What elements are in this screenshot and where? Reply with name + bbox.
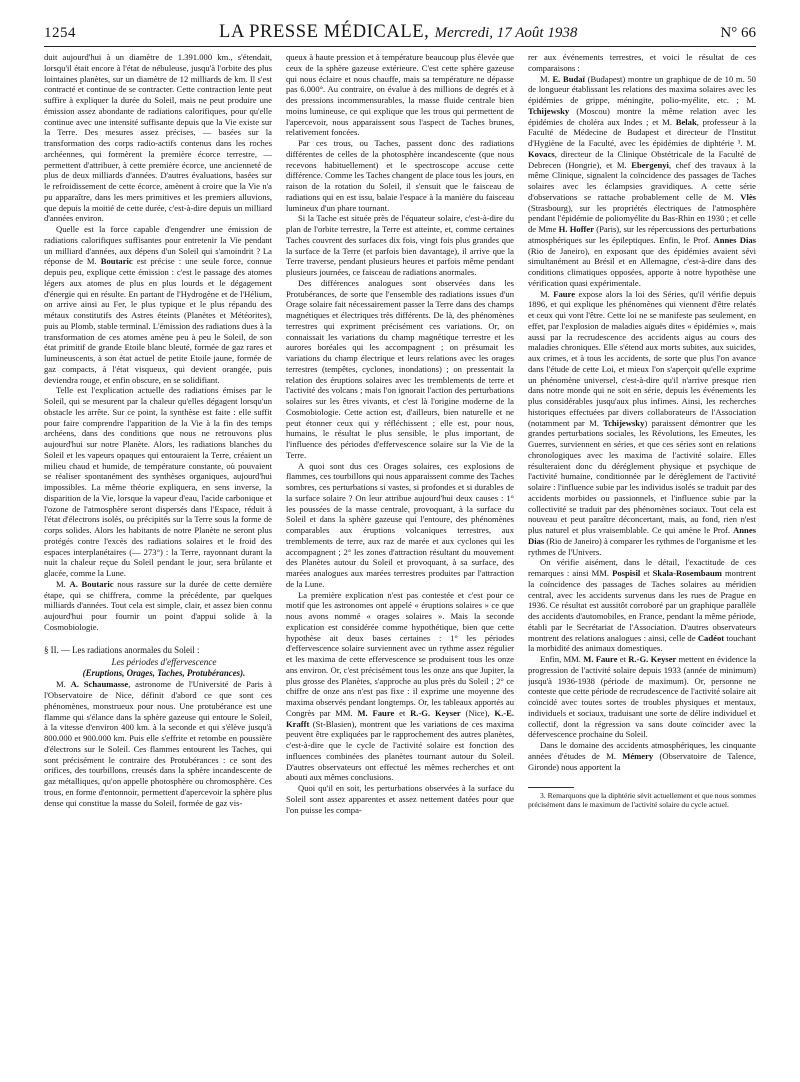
author-name: Boutaric (100, 256, 133, 267)
author-name: Tchijewsky (603, 417, 645, 428)
issue-date: Mercredi, 17 Août 1938 (434, 25, 578, 41)
author-name: Cadéot (697, 632, 725, 643)
author-name: Mémery (622, 750, 654, 761)
author-name: M. Faure (357, 707, 395, 718)
column-2 (286, 52, 514, 1078)
paragraph: M. Faure expose alors la loi des Séries, qu'il vérifie depuis 1896, et qui explique les phénomènes qui viennent d'être relatés et ceux qui vont l'être. Cette loi ne se manifeste pas seulement, en effet, par l'explosion de maladies aiguës dites « épidémies », mais aussi par la recrudescence des accidents aigus au cours des maladies chroniques. Elle s'étend aux morts subites, aux suicides, aux crimes, et à tous les accidents, de sorte que plus l'on avance dans l'étude de cette Loi, et mieux l'on s'aperçoit qu'elle exprime un phénomène universel, c'est-à-dire qu'il n'arrive presque rien dans notre monde qui ne soit en série, depuis les événements les plus considérables jusqu'aux plus infimes. Ainsi, les recherches historiques effectuées par divers collaborateurs de l'Association (notamment par M. Tchijewsky) paraissent démontrer que les grandes perturbations sociales, les Révolutions, les Emeutes, les Guerres, surviennent en séries, et que ces séries sont en relations chronologiques avec les maxima de l'activité solaire. Elles résulteraient donc du déréglement physique et psychique de l'activité humaine, conditionnée par le dérèglement de l'activité solaire : l'influence subie par les individus isolés se traduit par des accidents morbides ou passionnels, et l'influence subie par la collectivité se traduit par des phénomènes sociaux. Tout cela est nouveau et peut paraître déconcertant, mais, au fond, rien n'est plus naturel et plus vraisemblable. Ce qui amène le Prof. Annes Dias (Rio de Janeiro) à comparer les rythmes de l'organisme et les rythmes de l'Univers. (528, 288, 756, 557)
column-3 (528, 52, 756, 1078)
author-name: Vlès (740, 191, 756, 202)
author-name: Belak (675, 116, 697, 127)
section-subtitle-detail: (Eruptions, Orages, Taches, Protubérances). (82, 668, 246, 679)
author-name: K.-E. Krafft (286, 707, 514, 729)
paragraph: M. A. Boutaric nous rassure sur la durée de cette dernière étape, qui se chiffrera, comme la précédente, par quelques milliards d'années. Tout cela est simple, clair, et assez bien connu aujourd'hui pour fournir un point d'appui solide à la Cosmobiologie. (44, 578, 272, 632)
paragraph: Par ces trous, ou Taches, passent donc des radiations différentes de celles de la photosphère incandescente (que nous recevons habituellement) et le spectroscope accuse cette différence. Comme les Taches changent de place tous les jours, en raison de la rotation du Soleil, il s'ensuit que le faisceau de radiations qui en est issu, balaie l'espace à la manière du faisceau lumineux d'un phare tournant. (286, 138, 514, 213)
author-name: E. Budaï (552, 73, 585, 84)
paragraph: duit aujourd'hui à un diamètre de 1.391.000 km., s'étendait, lorsqu'il était encore à l'état de nébuleuse, jusqu'à l'orbite des plus lointaines planètes, sur un diamètre de 12 milliards de km. Il s'est contracté et continue de se contracter. Cette contraction lente peut suffire à expliquer la durée du Soleil, mais ne peut produire une émission assez abondante de radiations calorifiques, pour qu'elle continue avec une intensité suffisante depuis que la Vie existe sur la Terre. Des mesures assez précises, — basées sur la transformation des corps radio-actifs contenus dans les roches archéennes, qui formèrent la première écorce terrestre, — permettent d'attribuer, à cette première écorce, une ancienneté de plus de deux milliards d'années. D'autres évaluations, basées sur le refroidissement de cette écorce, amènent à croire que la Vie n'a pu apparaître, dans les mers primitives et les premiers alluvions, que depuis la moitié de cette durée, c'est-à-dire depuis un milliard d'années environ. (44, 52, 272, 224)
paragraph: Si la Tache est située près de l'équateur solaire, c'est-à-dire du plan de l'orbite terrestre, la Terre est atteinte, et, comme certaines Taches couvrent des surfaces dix fois, vingt fois plus grandes que la surface de la Terre (et parfois bien davantage), il arrive que la Terre traverse, pendant plusieurs heures et parfois même pendant plusieurs journées, ce faisceau de radiations anormales. (286, 213, 514, 277)
paragraph: Quelle est la force capable d'engendrer une émission de radiations calorifiques suffisantes pour entretenir la Vie pendant un milliard d'années, aux dépens d'un Soleil qui s'amoindrit ? La réponse de M. Boutaric est précise : une seule force, connue depuis peu, explique cette émission : c'est le passage des atomes légers aux atomes de plus en plus lourds et le dégagement d'énergie qui en résulte. En partant de l'Hydrogène et de l'Hélium, on arrive ainsi au Fer, le plus typique et le plus répandu des métaux constitutifs des Astres éteints (Planètes et Météorites), puis au Plomb, stable terminal. L'émission des radiations dues à la transformation de ces atomes amène peu à peu le Soleil, de son état primitif de grande Etoile blanc bleuté, formée de gaz rares et lumineuscents, à son état actuel de petite Etoile jaune, formée de gaz compacts, à l'état visqueux, qui devient orangée, puis deviendra rouge, et enfin obscure, en se solidifiant. (44, 224, 272, 385)
author-name: Annes Dias (713, 234, 756, 245)
paragraph: A quoi sont dus ces Orages solaires, ces explosions de flammes, ces tourbillons qui nous apparaissent comme des Taches sombres, ces perturbations si vastes, si profondes et si durables de la surface solaire ? On leur attribue aujourd'hui deux causes : 1° les poussées de la masse centrale, provoquant, à la surface du Soleil et dans la sphère gazeuse qui l'entoure, des phénomènes comparables aux éruptions volcaniques terrestres, aux tremblements de terre, aux raz de marée et aux cyclones qui les accompagnent ; 2° les zones d'attraction résultant du mouvement des Planètes autour du Soleil et provoquant, à sa surface, des marées analogues aux marées terrestres produites par l'attraction de la Lune. (286, 460, 514, 589)
author-name: Faure (553, 288, 576, 299)
section-subtitle: Les périodes d'effervescence (111, 657, 217, 668)
paragraph: Telle est l'explication actuelle des radiations émises par le Soleil, qui se mesurent par la chaleur qu'elles dégagent lorsqu'un obstacle les arrête. Sur ce point, la synthèse est faite : elle suffit pour faire comprendre l'apparition de la Vie à la fin des temps archéens, dans des conditions que nous ne retrouvons plus aujourd'hui sur notre Planète. Alors, les radiations blanches du Soleil et les vapeurs opaques qui entouraient la Terre, créaient un milieu chaud et humide, de température constante, où pouvaient se réaliser spontanément des synthèses organiques, aujourd'hui impossibles. La même théorie expliquera, en sens inverse, la disparition de la Vie, lorsque la vapeur d'eau, l'acide carbonique et l'ozone de l'atmosphère seront dispersés dans l'Espace, réduit à l'état d'électrons isolés, ou précipités sur la Terre sous la forme de corps solides. Alors les habitants de notre Planète ne seront plus protégés contre l'excès des radiations solaires et le froid des espaces interplanétaires (— 273°) : la Terre, rayonnant durant la nuit la chaleur reçue du Soleil pendant le jour, sera brûlante et glacée, comme la Lune. (44, 385, 272, 578)
spacer (528, 772, 756, 781)
author-name: A. Schaumasse (70, 679, 129, 690)
paragraph: Dans le domaine des accidents atmosphériques, les cinquante années d'études de M. Mémery (Observatoire de Talence, Gironde) nous apportent la (528, 740, 756, 772)
article-body (44, 52, 756, 1078)
author-name: Annes Dias (528, 525, 756, 546)
journal-name: LA PRESSE MÉDICALE, (219, 22, 430, 42)
page-number: 1254 (44, 25, 76, 41)
author-name: Skala-Rosembaum (652, 568, 722, 578)
issue-number: N° 66 (720, 25, 756, 41)
footnote: 3. Remarquons que la diphtérie sévit actuellement et que nous sommes précisément dans le maximum de l'activité solaire du cycle actuel. (528, 791, 756, 810)
section-heading: § II. — Les radiations anormales du Soleil : (44, 644, 200, 655)
column-1 (44, 52, 272, 1078)
author-name: Tchijewsky (528, 105, 570, 116)
paragraph: Quoi qu'il en soit, les perturbations observées à la surface du Soleil sont assez apparentes et assez nettement datées pour que l'on puisse les compa- (286, 783, 514, 815)
paragraph: M. A. Schaumasse, astronome de l'Université de Paris à l'Observatoire de Nice, définit d'abord ce que sont ces phénomènes, monstrueux pour nous. Une protubérance est une flamme qui s'élance dans la sphère gazeuse qui entoure le Soleil, à la vitesse d'environ 400 km. à la seconde et qui s'élève jusqu'à 800.000 et 900.000 km. Puis elle s'effrite et retombe en poussière d'électrons sur le Soleil. Ces flammes entourent les Taches, qui sont précisément le contraire des Protubérances : ce sont des orifices, des tourbillons, creusés dans la sphère incandescente de gaz métalliques, qu'on appelle photosphère ou chromosphère. Ces trous, en forme d'entonnoir, permettent d'apercevoir la sphère plus dense qui constitue la masse du Soleil, formée de gaz vis- (44, 679, 272, 808)
author-name: R.-G. Keyser (410, 707, 461, 718)
author-name: H. Hoffer (558, 224, 595, 234)
paragraph: queux à haute pression et à température beaucoup plus élevée que ceux de la sphère gazeuse extérieure. C'est cette sphère gazeuse qui nous éclaire et nous chauffe, mais sa température ne dépasse pas 6.000°. Au contraire, on évalue à des millions de degrés et à des pressions incommensurables, la masse fluide centrale bien moins lumineuse, ce qui explique que les trous qui permettent de l'apercevoir, nous apparaissent sous l'aspect de Taches brunes, relativement foncées. (286, 52, 514, 138)
paragraph: Des différences analogues sont observées dans les Protubérances, de sorte que l'ensemble des radiations issues d'un Orage solaire fait nécessairement passer la Terre dans des champs magnétiques et électriques très différents. De là, des phénomènes terrestres qui expriment précisément ces variations. Or, on connaissait les variations du champ magnétique terrestre et les aurores boréales qui les accompagnent ; on présumait les variations du champ électrique et leurs relations avec les orages terrestres (tempêtes, cyclones, inondations) ; on pressentait la relation des éruptions solaires avec les tremblements de terre et l'activité des volcans ; mais l'on ignorait l'action des perturbations solaires sur les êtres vivants, et c'est là l'origine moderne de la Cosmobiologie. Cette action est, d'ailleurs, bien naturelle et ne peut étonner ceux qui y réfléchissent ; elle est, pour nous, humains, le résultat le plus sensible, le plus important, de l'influence des périodes d'effervescence solaire sur la Vie de la Terre. (286, 277, 514, 460)
paragraph: rer aux événements terrestres, et voici le résultat de ces comparaisons : (528, 52, 756, 73)
paragraph: M. E. Budaï (Budapest) montre un graphique de de 10 m. 50 de longueur établissant les relations des maxima solaires avec les épidémies de grippe, méningite, polio-myélite, etc. ; M. Tchijewsky (Moscou) montre la même relation avec les épidémies de choléra aux Indes ; et M. Belak, professeur à la Faculté de Médecine de Budapest et directeur de l'Institut d'Hygiène de la Faculté, avec les épidémies de diphtérie ³. M. Kovacs, directeur de la Clinique Obstétricale de la Faculté de Debrecen (Hongrie), et M. Ebergenyi, chef des travaux à la même Clinique, signalent la coïncidence des passages de Taches solaires avec les éclampsies gravidiques. A cette série d'observations se rattache probablement celle de M. Vlès (Strasbourg), sur les propriétés électriques de l'atmosphère pendant l'épidémie de poliomyélite du Bas-Rhin en 1930 ; et celle de Mme H. Hoffer (Paris), sur les répercussions des perturbations atmosphériques sur les épileptiques. Enfin, le Prof. Annes Dias (Rio de Janeiro), en exposant que des épidémies avaient sévi simultanément au Brésil et en Allemagne, c'est-à-dire dans des conditions climatiques opposées, apporte à notre hypothèse une vérification quasi expérimentale. (528, 73, 756, 288)
running-title (219, 22, 577, 46)
footnote-rule (528, 787, 574, 788)
paragraph: La première explication n'est pas contestée et c'est pour ce motif que les astronomes ont appelé « éruptions solaires » ce que nous avons nommé « orages solaires ». Mais la seconde explication est considérée comme hypothétique, bien que cette hypothèse ait deux bases certaines : 1° les périodes d'effervescence solaire surviennent avec un rythme assez régulier et les maxima de cette effervescence se produisent tous les onze ans environ. Or, c'est précisément tous les onze ans que Jupiter, la plus grosse des Planètes, s'approche au plus près du Soleil ; 2° ce chiffre de onze ans n'est pas fixe : il exprime une moyenne des maxima observés pendant longtemps. Or, les tableaux apportés au Congrès par MM. M. Faure et R.-G. Keyser (Nice), K.-E. Krafft (St-Blasien), montrent que les variations de ces maxima peuvent être expliquées par le rapprochement des autres planètes, c'est-à-dire que le cycle de l'activité solaire est fonction des influences combinées des planètes tournant autour du Soleil. D'autres observateurs ont effectué les mêmes recherches et ont abouti aux mêmes conclusions. (286, 589, 514, 783)
page-header (44, 18, 756, 47)
paragraph: Enfin, MM. M. Faure et R.-G. Keyser mettent en évidence la progression de l'activité solaire depuis 1933 (année de minimum) jusqu'à 1936-1938 (période de maximum). Or, personne ne conteste que cette période de recrudescence de l'activité solaire ait coïncidé avec toutes sortes de troubles physiques et mentaux, individuels et sociaux, traduisant une sorte de délire individuel et collectif, dont la régression va sans doute coïncider avec la défervescence prochaine du Soleil. (528, 654, 756, 740)
author-name: R.-G. Keyser (628, 654, 677, 664)
author-name: Ebergenyi (631, 159, 669, 170)
author-name: A. Boutaric (69, 578, 114, 589)
author-name: Pospisil (612, 568, 641, 578)
author-name: Kovacs (528, 148, 555, 159)
author-name: M. Faure (583, 654, 618, 664)
paragraph: On vérifie aisément, dans le détail, l'exactitude de ces remarques : ainsi MM. Pospisil et Skala-Rosembaum montrent la coïncidence des passages de Taches solaires au méridien central, avec les accidents survenus dans les rues de Prague en 1936. Ce résultat est aussitôt corroboré par un graphique parallèle des accidents d'automobiles, en France, pendant la même période, établi par le Secrétariat de l'Association. D'autres observateurs montrent des relations analogues : ainsi, celle de Cadéot touchant la morbidité des animaux domestiques. (528, 557, 756, 654)
